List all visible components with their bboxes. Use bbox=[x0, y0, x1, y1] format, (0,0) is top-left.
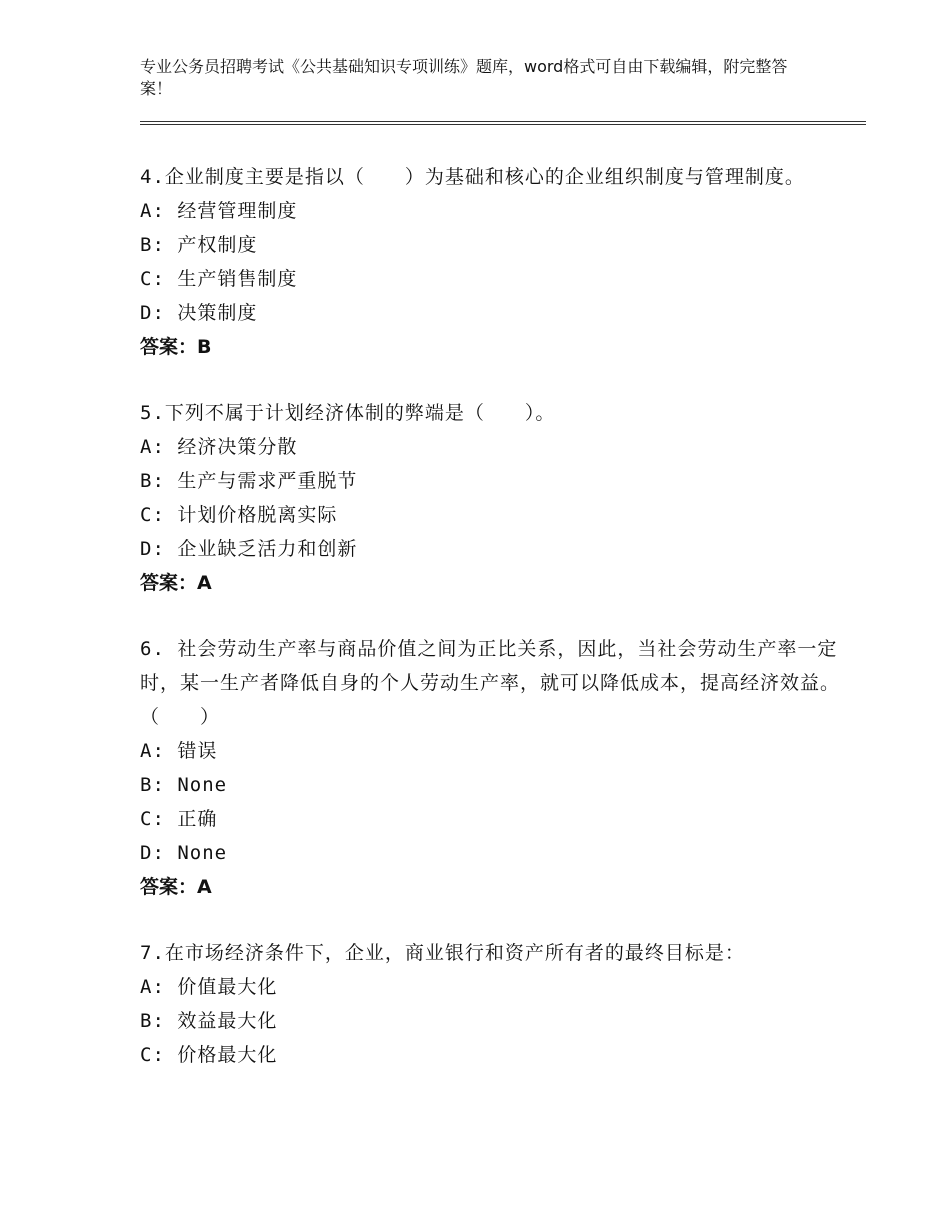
option-d: D: 决策制度 bbox=[140, 302, 258, 324]
question-text: 6. 社会劳动生产率与商品价值之间为正比关系，因此，当社会劳动生产率一定时，某一生产者降低自身的个人劳动生产率，就可以降低成本，提高经济效益。（ ） bbox=[140, 638, 841, 728]
header-divider-secondary bbox=[140, 124, 866, 125]
option-a: A: 价值最大化 bbox=[140, 976, 278, 998]
option-b: B: 效益最大化 bbox=[140, 1010, 278, 1032]
question-text: 7.在市场经济条件下，企业，商业银行和资产所有者的最终目标是： bbox=[140, 942, 745, 964]
question-4 bbox=[140, 160, 840, 364]
question-7 bbox=[140, 936, 840, 1072]
answer: 答案：A bbox=[140, 876, 212, 898]
question-text: 4.企业制度主要是指以（ ）为基础和核心的企业组织制度与管理制度。 bbox=[140, 166, 805, 188]
option-d: D: None bbox=[140, 842, 228, 864]
option-a: A: 经济决策分散 bbox=[140, 436, 298, 458]
option-a: A: 经营管理制度 bbox=[140, 200, 298, 222]
option-d: D: 企业缺乏活力和创新 bbox=[140, 538, 358, 560]
answer: 答案：B bbox=[140, 336, 212, 358]
question-list bbox=[140, 160, 840, 1104]
answer: 答案：A bbox=[140, 572, 212, 594]
header-divider bbox=[140, 121, 866, 122]
option-c: C: 正确 bbox=[140, 808, 218, 830]
header-title: 专业公务员招聘考试《公共基础知识专项训练》题库，word格式可自由下载编辑，附完整答案！ bbox=[140, 57, 788, 98]
option-a: A: 错误 bbox=[140, 740, 218, 762]
question-5 bbox=[140, 396, 840, 600]
option-b: B: 产权制度 bbox=[140, 234, 258, 256]
question-text: 5.下列不属于计划经济体制的弊端是（ ）。 bbox=[140, 402, 556, 424]
document-header bbox=[140, 56, 800, 100]
option-c: C: 计划价格脱离实际 bbox=[140, 504, 338, 526]
option-c: C: 价格最大化 bbox=[140, 1044, 278, 1066]
option-b: B: None bbox=[140, 774, 228, 796]
option-b: B: 生产与需求严重脱节 bbox=[140, 470, 358, 492]
question-6 bbox=[140, 632, 840, 904]
option-c: C: 生产销售制度 bbox=[140, 268, 298, 290]
